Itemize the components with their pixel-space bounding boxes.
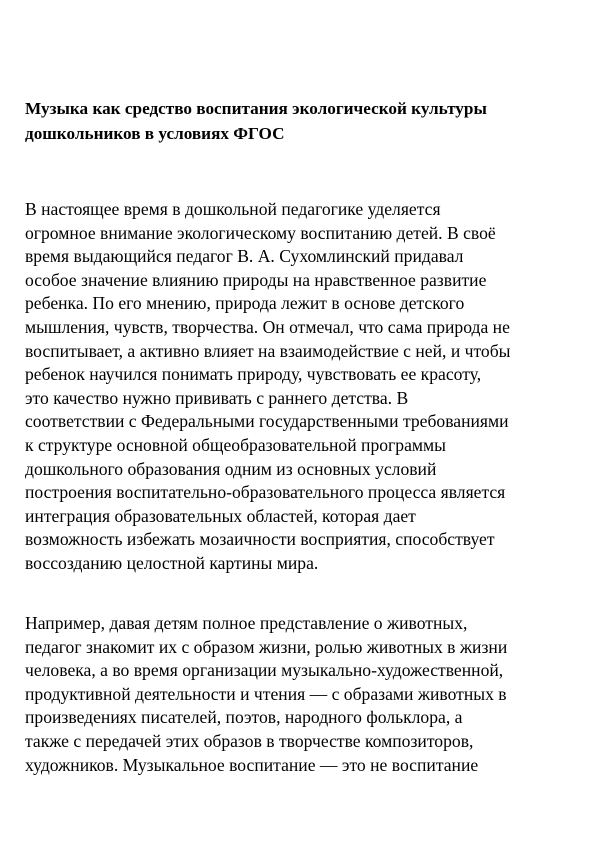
text-line: возможность избежать мозаичности восприятия, способствует bbox=[25, 529, 495, 550]
text-line: воспитывает, а активно влияет на взаимодействие с ней, и чтобы bbox=[25, 340, 511, 361]
text-line: дошкольного образования одним из основных условий bbox=[25, 458, 437, 479]
text-line: построения воспитательно-образовательного процесса является bbox=[25, 482, 506, 503]
text-line: педагог знакомит их с образом жизни, ролью животных в жизни bbox=[25, 636, 508, 657]
text-line: ребенка. По его мнению, природа лежит в основе детского bbox=[25, 293, 465, 314]
text-line: огромное внимание экологическому воспитанию детей. В своё bbox=[25, 222, 496, 243]
text-line: человека, а во время организации музыкально-художественной, bbox=[25, 660, 504, 681]
paragraph-2 bbox=[25, 612, 585, 777]
title-line: дошкольников в условиях ФГОС bbox=[25, 124, 285, 143]
text-line: соответствии с Федеральными государственными требованиями bbox=[25, 411, 509, 432]
paragraph-1 bbox=[25, 198, 585, 576]
text-line: В настоящее время в дошкольной педагогике уделяется bbox=[25, 199, 441, 219]
text-line: Например, давая детям полное представление о животных, bbox=[25, 613, 468, 633]
text-line: это качество нужно прививать с раннего детства. В bbox=[25, 387, 409, 408]
text-line: ребенок научился понимать природу, чувствовать ее красоту, bbox=[25, 364, 482, 385]
text-line: интеграция образовательных областей, которая дает bbox=[25, 505, 416, 526]
text-line: художников. Музыкальное воспитание — это не воспитание bbox=[25, 754, 479, 775]
text-line: также с передачей этих образов в творчестве композиторов, bbox=[25, 730, 474, 751]
title-line: Музыка как средство воспитания экологической культуры bbox=[25, 99, 487, 118]
text-line: мышления, чувств, творчества. Он отмечал, что сама природа не bbox=[25, 316, 510, 337]
document-title bbox=[25, 96, 575, 146]
text-line: продуктивной деятельности и чтения — с образами животных в bbox=[25, 683, 507, 704]
text-line: произведениях писателей, поэтов, народного фольклора, а bbox=[25, 707, 463, 728]
text-line: время выдающийся педагог В. А. Сухомлинский придавал bbox=[25, 246, 464, 267]
text-line: особое значение влиянию природы на нравственное развитие bbox=[25, 269, 487, 290]
text-line: к структуре основной общеобразовательной программы bbox=[25, 434, 446, 455]
text-line: воссозданию целостной картины мира. bbox=[25, 552, 319, 573]
